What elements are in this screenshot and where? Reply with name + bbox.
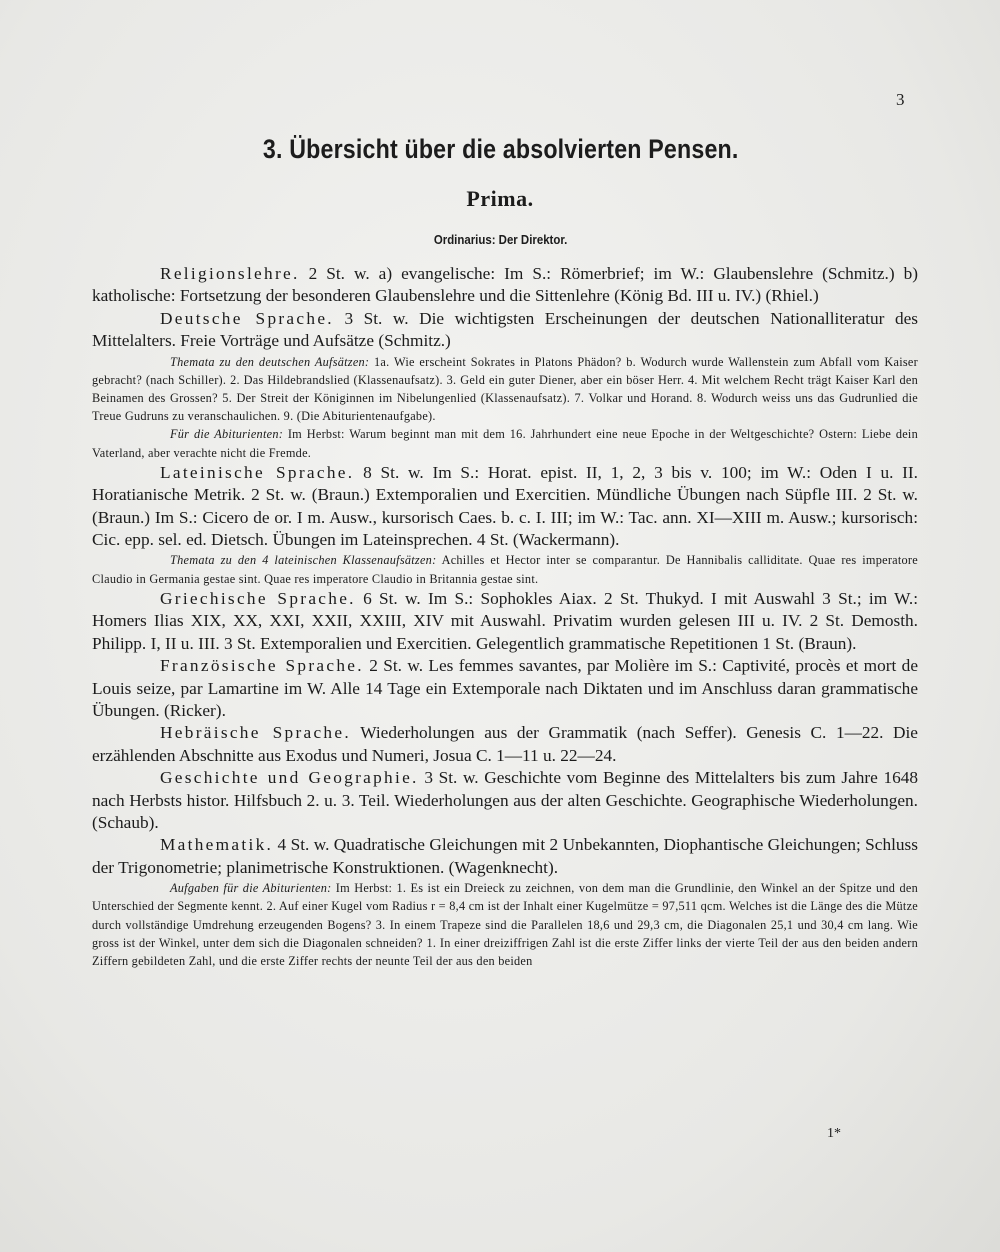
note-text: Im Herbst: Warum beginnt man mit dem 16. Jahrhundert eine neue Epoche in der Weltgeschichte? Ostern: Liebe dein Vaterland, aber verachte nicht die Fremde.	[92, 427, 918, 460]
paragraph-text: 3 St. w. Geschichte vom Beginne des Mittelalters bis zum Jahre 1648 nach Herbsts histor. Hilfsbuch 2. u. 3. Teil. Wiederholungen aus der alten Geschichte. Geographische Wiederholungen. (Schaub).	[92, 768, 919, 832]
paragraph-text: 2 St. w. a) evangelische: Im S.: Römerbrief; im W.: Glaubenslehre (Schmitz.) b) katholische: Fortsetzung der besonderen Glaubenslehre und die Sittenlehre (König Bd. III u. IV.) (Rhiel.)	[92, 264, 918, 306]
paragraph-text: 2 St. w. Les femmes savantes, par Molière im S.: Captivité, procès et mort de Louis seize, par Lamartine im W. Alle 14 Tage ein Extemporale nach Diktaten und im Anschluss daran grammatische Übungen. (Ricker).	[92, 656, 918, 720]
note-heading: Für die Abiturienten:	[170, 427, 284, 442]
paragraph-text: 6 St. w. Im S.: Sophokles Aiax. 2 St. Thukyd. I mit Auswahl 3 St.; im W.: Homers Ilias XIX, XX, XXI, XXII, XXIII, XIV mit Auswahl. Privatim wurden gelesen III u. IV. 2 St. Demosth. Philipp. I, II u. III. 3 St. Extemporalien und Exercitien. Gelegentlich grammatische Repetitionen 1 St. (Braun).	[92, 588, 918, 653]
subject-heading: Deutsche Sprache.	[160, 308, 334, 328]
paragraph-latin	[92, 462, 918, 552]
note-heading: Themata zu den 4 lateinischen Klassenaufsätzen:	[170, 553, 437, 568]
note-latin-essays	[92, 551, 918, 587]
subject-heading: Hebräische Sprache.	[160, 723, 351, 743]
note-text: Achilles et Hector inter se comparantur. De Hannibalis calliditate. Quae res imperatore Claudio in Germania gestae sint. Quae res imperatore Claudio in Britannia gestae sint.	[92, 553, 918, 586]
ordinarius-line: Ordinarius: Der Direktor.	[433, 232, 568, 247]
note-text: 1a. Wie erscheint Sokrates in Platons Phädon? b. Wodurch wurde Wallenstein zum Abfall vom Kaiser gebracht? (nach Schiller). 2. Das Hildebrandslied (Klassenaufsatz). 3. Geld ein guter Diener, aber ein böser Herr. 4. Mit welchem Recht trägt Kaiser Karl den Beinamen des Grossen? 5. Der Streit der Königinnen im Nibelungenlied (Klassenaufsatz). 7. Volkar und Horand. 8. Wodurch weiss uns das Gudrunlied die Treue Gudruns zu veranschaulichen. 9. (Die Abiturientenaufgabe).	[92, 354, 918, 424]
paragraph-history	[92, 767, 918, 834]
paragraph-text: Wiederholungen aus der Grammatik (nach Seffer). Genesis C. 1—22. Die erzählenden Abschnitte aus Exodus und Numeri, Josua C. 1—11 u. 22—24.	[92, 723, 918, 765]
subject-heading: Religionslehre.	[160, 264, 300, 283]
subject-heading: Lateinische Sprache.	[160, 462, 355, 482]
note-text: Im Herbst: 1. Es ist ein Dreieck zu zeichnen, von dem man die Grundlinie, den Winkel an der Spitze und den Unterschied der Segmente kennt. 2. Auf einer Kugel vom Radius r = 8,4 cm ist der Inhalt einer Kugelmütze = 97,511 qcm. Welches ist die Länge des die Mütze durch vollständige Umdrehung erzeugenden Bogens? 3. In einem Trapeze sind die Parallelen 18,6 und 29,3 cm, die Diagonalen 25,1 und 30,4 cm lang. Wie gross ist der Winkel, unter dem sich die Diagonalen schneiden? 1. In einer dreiziffrigen Zahl ist die erste Ziffer links der vierte Teil der aus den beiden andern Ziffern gebildeten Zahl, und die erste Ziffer rechts der neunte Teil der aus den beiden	[92, 881, 918, 968]
note-german-abitur	[92, 425, 918, 461]
note-german-essays	[92, 353, 918, 426]
paragraph-german	[92, 308, 918, 353]
signature-mark: 1*	[827, 1126, 841, 1141]
subject-heading: Griechische Sprache.	[160, 588, 356, 608]
paragraph-french	[92, 655, 918, 722]
paragraph-greek	[92, 588, 918, 655]
subject-heading: Mathematik.	[160, 835, 274, 855]
paragraph-religion	[92, 263, 918, 308]
subject-heading: Geschichte und Geographie.	[160, 768, 419, 788]
paragraph-mathematics	[92, 834, 918, 879]
paragraph-hebrew	[92, 722, 918, 767]
note-heading: Aufgaben für die Abiturienten:	[170, 881, 332, 896]
subject-heading: Französische Sprache.	[160, 656, 364, 676]
section-title: 3. Übersicht über die absolvierten Pensen.	[262, 134, 739, 164]
paragraph-text: 4 St. w. Quadratische Gleichungen mit 2 Unbekannten, Diophantische Gleichungen; Schluss der Trigonometrie; planimetrische Konstruktionen. (Wagenknecht).	[92, 835, 918, 877]
note-heading: Themata zu den deutschen Aufsätzen:	[170, 354, 370, 369]
note-math-abitur	[92, 879, 918, 970]
document-body	[92, 263, 918, 970]
paragraph-text: 8 St. w. Im S.: Horat. epist. II, 1, 2, 3 bis v. 100; im W.: Oden I u. II. Horatianische Metrik. 2 St. w. (Braun.) Extemporalien und Exercitien. Mündliche Übungen nach Süpfle III. 2 St. w. (Braun.) Im S.: Cicero de or. I m. Ausw., kursorisch Caes. b. c. I. III; im W.: Tac. ann. XI—XIII m. Ausw.; kursorisch: Cic. epp. sel. ed. Dietsch. Übungen im Lateinsprechen. 4 St. (Wackermann).	[92, 462, 918, 550]
paragraph-text: 3 St. w. Die wichtigsten Erscheinungen der deutschen Nationalliteratur des Mittelalters. Freie Vorträge und Aufsätze (Schmitz.)	[92, 308, 918, 351]
class-heading: Prima.	[466, 186, 534, 211]
page-number: 3	[896, 90, 905, 109]
